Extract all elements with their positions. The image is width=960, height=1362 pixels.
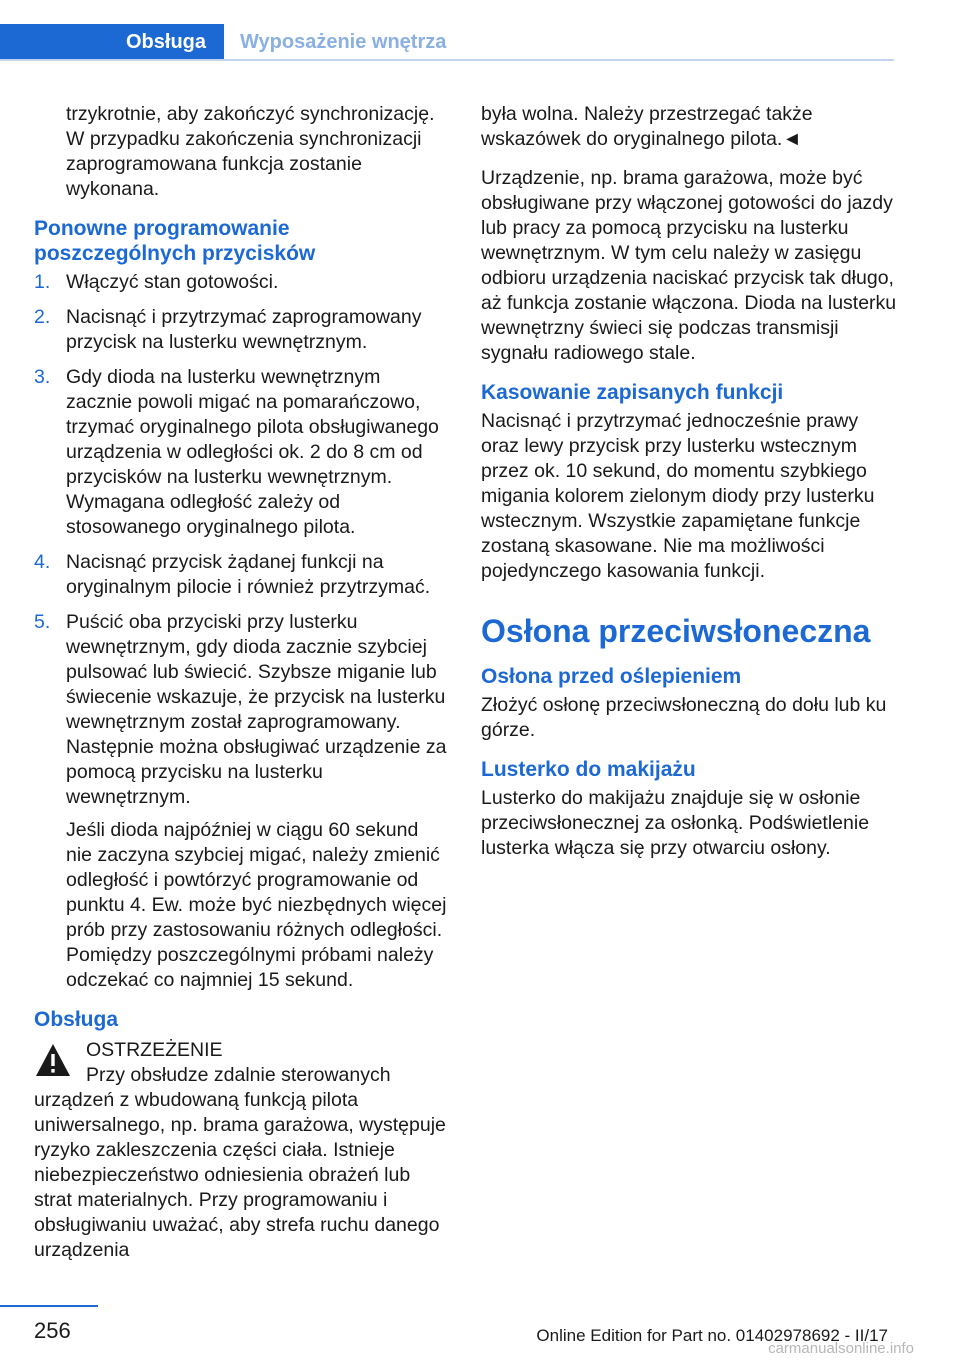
warning-title: OSTRZEŻENIE <box>86 1039 223 1061</box>
heading-vanity-mirror: Lusterko do makijażu <box>481 758 696 781</box>
step-text: Nacisnąć i przytrzymać zaprogramowany przycisk na lusterku wewnętrznym. <box>66 306 422 353</box>
section-tab-inactive: Wyposażenie wnętrza <box>240 31 447 53</box>
heading-reprogramming: Ponowne programowanie poszczególnych przycisków <box>34 217 316 265</box>
page-header <box>0 24 960 60</box>
right-column <box>481 102 901 875</box>
operation-paragraph: Urządzenie, np. brama garażowa, może być obsługiwane przy włączonej gotowości do jazdy lub pracy za pomocą przycisku na lusterku wewnętrznym. W tym celu należy w zasięgu odbioru urządzenia naciskać przycisk tak długo, aż funkcja zostanie włączona. Dioda na lusterku wewnętrzny świeci się podczas transmisji sygnału radiowego stale. <box>481 167 897 364</box>
step-number: 5. <box>34 611 51 633</box>
list-item <box>34 270 448 295</box>
step-number: 1. <box>34 271 51 293</box>
step-text: Włączyć stan gotowości. <box>66 271 279 293</box>
delete-paragraph: Nacisnąć i przytrzymać jednocześnie prawy oraz lewy przycisk przy lusterku wstecznym przez ok. 10 sekund, do momentu szybkiego migania kolorem zielonym diody przy lusterku wstecznym. Wszystkie zapamiętane funkcje zostaną skasowane. Nie ma możliwości pojedynczego kasowania funkcji. <box>481 410 875 582</box>
warning-triangle-icon <box>34 1042 72 1078</box>
continued-paragraph: była wolna. Należy przestrzegać także wskazówek do oryginalnego pilota.◄ <box>481 103 813 150</box>
mirror-paragraph: Lusterko do makijażu znajduje się w osłonie przeciwsłonecznej za osłonką. Podświetlenie lusterka włącza się przy otwarciu osłony. <box>481 787 870 859</box>
step-text: Gdy dioda na lusterku wewnętrznym zacznie powoli migać na pomarańczowo, trzymać oryginalnego pilota obsługiwanego urządzenia w odległości ok. 2 do 8 cm od przycisków na lusterku wewnętrznym. Wymagana odległość zależy od stosowanego oryginalnego pilota. <box>66 366 439 538</box>
heading-operation: Obsługa <box>34 1008 119 1031</box>
list-item <box>34 365 448 540</box>
list-item <box>34 550 448 600</box>
step-text: Nacisnąć przycisk żądanej funkcji na oryginalnym pilocie i również przytrzymać. <box>66 551 431 598</box>
step-number: 3. <box>34 366 51 388</box>
warning-block <box>34 1038 448 1263</box>
footer-divider <box>0 1305 98 1307</box>
heading-delete-functions: Kasowanie zapisanych funkcji <box>481 381 784 404</box>
step-number: 4. <box>34 551 51 573</box>
step-5-note: Jeśli dioda najpóźniej w ciągu 60 sekund nie zaczyna szybciej migać, należy zmienić odległość i powtórzyć programowanie od punktu 4. Ew. może być niezbędnych więcej prób przy zastosowaniu różnych odległości. Pomiędzy poszczególnymi próbami należy odczekać co najmniej 15 sekund. <box>66 819 447 991</box>
steps-list <box>34 270 448 993</box>
page-number: 256 <box>34 1318 71 1343</box>
edition-text: Online Edition for Part no. 01402978692 - II/17 <box>536 1326 888 1345</box>
section-tab-active: Obsługa <box>0 24 224 60</box>
header-divider <box>0 59 894 61</box>
step-number: 2. <box>34 306 51 328</box>
intro-paragraph: trzykrotnie, aby zakończyć synchronizację. W przypadku zakończenia synchronizacji zaprogramowana funkcja zostanie wykonana. <box>66 103 435 200</box>
glare-paragraph: Złożyć osłonę przeciwsłoneczną do dołu lub ku górze. <box>481 694 887 741</box>
list-item <box>34 610 448 993</box>
step-text: Puścić oba przyciski przy lusterku wewnętrznym, gdy dioda zacznie szybciej pulsować lub świecić. Szybsze miganie lub świecenie wskazuje, że przycisk na lusterku wewnętrznym został zaprogramowany. Następnie można obsługiwać urządzenie za pomocą przycisku na lusterku wewnętrznym. <box>66 611 447 808</box>
heading-glare-protection: Osłona przed oślepieniem <box>481 665 742 688</box>
heading-sun-visor: Osłona przeciwsłoneczna <box>481 613 871 649</box>
list-item <box>34 305 448 355</box>
watermark: carmanualsonline.info <box>768 1340 914 1357</box>
left-column <box>34 102 448 1263</box>
warning-text: Przy obsłudze zdalnie sterowanych urządzeń z wbudowaną funkcją pilota uniwersalnego, np. brama garażowa, występuje ryzyko zakleszczenia części ciała. Istnieje niebezpieczeństwo odniesienia obrażeń lub strat materialnych. Przy programowaniu i obsługiwaniu uważać, aby strefa ruchu danego urządzenia <box>34 1064 446 1261</box>
